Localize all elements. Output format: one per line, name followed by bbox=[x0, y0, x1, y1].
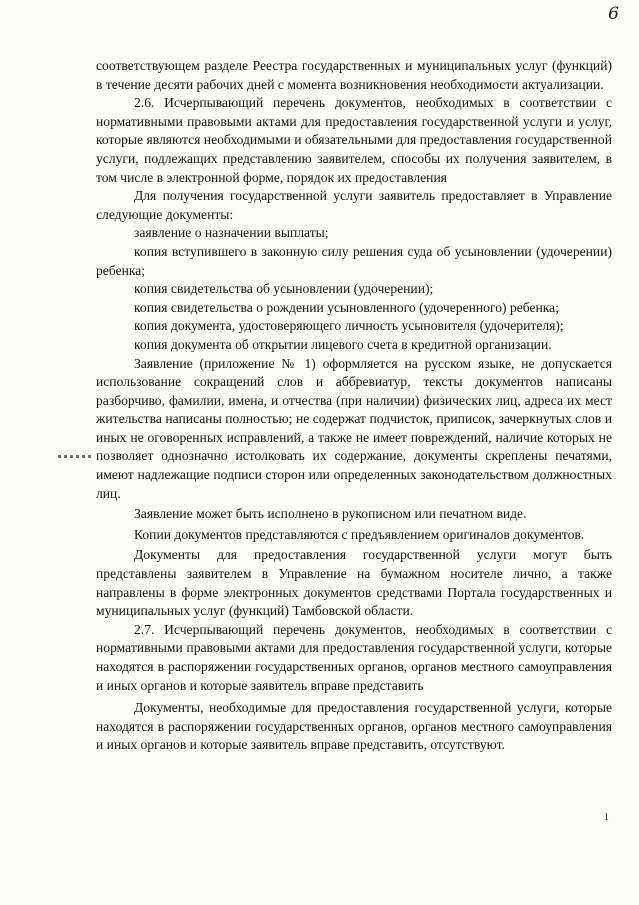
document-list-item: копия свидетельства о рождении усыновленного (удочеренного) ребенка; bbox=[134, 299, 559, 315]
document-body bbox=[96, 57, 612, 755]
application-format: Заявление может быть исполнено в рукописном или печатном виде. bbox=[134, 506, 527, 522]
margin-tick: 1 bbox=[604, 812, 609, 823]
section-2-7-body: Документы, необходимые для предоставления государственной услуги, которые находятся в распоряжении государственных органов, органов местного самоуправления и иных органов и которые заявитель вправе представить, отсутствуют. bbox=[96, 700, 612, 753]
document-list-item: заявление о назначении выплаты; bbox=[134, 225, 329, 241]
document-list-item: копия вступившего в законную силу решения суда об усыновлении (удочерении) ребенка; bbox=[96, 243, 612, 278]
copies-note: Копии документов представляются с предъявлением оригиналов документов. bbox=[134, 526, 585, 542]
section-2-6-heading: 2.6. Исчерпывающий перечень документов, необходимых в соответствии с нормативными правовыми актами для предоставления государственной услуги и услуг, которые являются необходимыми и обязательными для предоставления государственной услуги, подлежащих представлению заявителем, способы их получения заявителем, в том числе в электронной форме, порядок их предоставления bbox=[96, 95, 612, 185]
document-list-item: копия документа об открытии лицевого счета в кредитной организации. bbox=[134, 336, 552, 352]
application-requirements: Заявление (приложение № 1) оформляется на русском языке, не допускается использование сокращений слов и аббревиатур, тексты документов написаны разборчиво, фамилии, имена, и отчества (при наличии) физических лиц, адреса их мест жительства написаны полностью; не содержат подчисток, приписок, зачеркнутых слов и иных не оговоренных исправлений, а также не имеет повреждений, наличие которых не позволяет однозначно истолковать их содержание, документы скреплены печатями, имеют надлежащие подписи сторон или определенных законодательством должностных лиц. bbox=[96, 355, 612, 501]
submission-methods: Документы для предоставления государственной услуги могут быть представлены заявителем в Управление на бумажном носителе лично, а также направлены в форме электронных документов средствами Портала государственных и муниципальных услуг (функций) Тамбовской области. bbox=[96, 547, 612, 619]
documents-intro: Для получения государственной услуги заявитель предоставляет в Управление следующие документы: bbox=[96, 188, 612, 222]
page-number: 6 bbox=[608, 4, 619, 24]
section-2-7-heading: 2.7. Исчерпывающий перечень документов, необходимых в соответствии с нормативными правовыми актами для предоставления государственной услуги, которые находятся в распоряжении государственных органов, органов местного самоуправления и иных органов и которые заявитель вправе представить bbox=[96, 621, 612, 693]
document-list-item: копия свидетельства об усыновлении (удочерении); bbox=[134, 281, 434, 297]
scan-artifact bbox=[58, 455, 94, 458]
document-list-item: копия документа, удостоверяющего личность усыновителя (удочерителя); bbox=[134, 318, 564, 334]
paragraph-continuation: соответствующем разделе Реестра государственных и муниципальных услуг (функций) в течение десяти рабочих дней с момента возникновения необходимости актуализации. bbox=[96, 58, 612, 92]
